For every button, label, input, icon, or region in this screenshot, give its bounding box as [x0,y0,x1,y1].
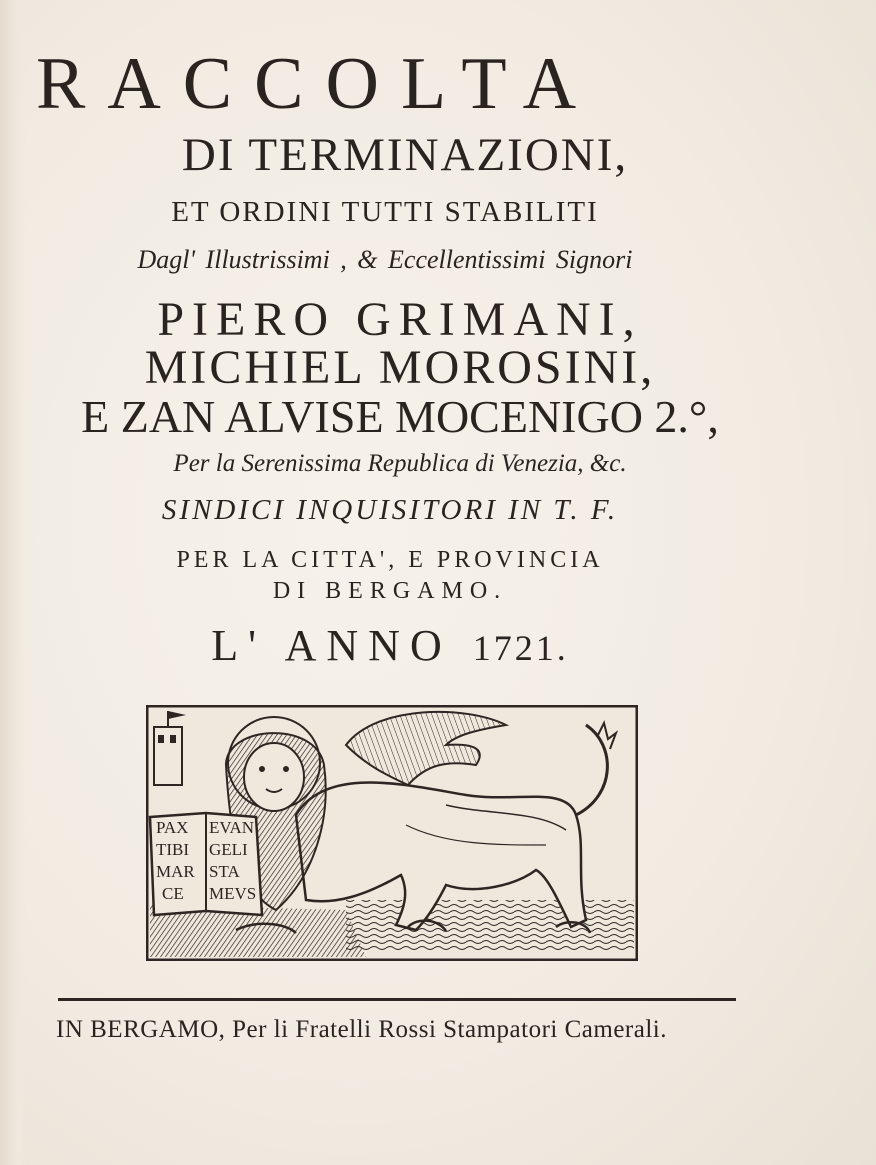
republic-line: Per la Serenissima Republica di Venezia, &c. [173,450,627,477]
book-right-4: MEVS [209,884,257,903]
book-left-3: MAR [156,862,195,881]
book-right-2: GELI [209,840,248,859]
provincia-line: PER LA CITTA', E PROVINCIA [176,547,604,573]
woodcut-lion-face [244,743,304,811]
book-right-1: EVAN [209,818,255,837]
lion-of-saint-mark-woodcut [146,705,638,961]
woodcut-sea [346,900,634,950]
imprint-line: IN BERGAMO, Per li Fratelli Rossi Stampatori Camerali. [56,1016,667,1043]
name-zan-alvise-mocenigo: E ZAN ALVISE MOCENIGO 2.°, [81,391,719,442]
book-left-4: CE [162,884,184,903]
year-prefix: L' ANNO [211,621,452,670]
name-piero-grimani: PIERO GRIMANI, [157,293,643,346]
year-line [40,620,740,671]
imprint-rule [58,998,736,1001]
title-dagl-illustrissimi: Dagl' Illustrissimi , & Eccellentissimi Signori [137,245,633,274]
year-value: 1721. [472,628,569,668]
book-left-1: PAX [156,818,189,837]
name-michiel-morosini: MICHIEL MOROSINI, [144,341,656,394]
page-edge-shadow [0,0,26,1165]
title-et-ordini: ET ORDINI TUTTI STABILITI [171,196,599,228]
book-right-3: STA [209,862,240,881]
title-di-terminazioni: DI TERMINAZIONI, [181,129,629,181]
title-raccolta: RACCOLTA [36,43,599,125]
sindici-line: SINDICI INQUISITORI IN T. F. [161,494,619,526]
book-left-2: TIBI [156,840,190,859]
bergamo-line: DI BERGAMO. [272,578,508,604]
